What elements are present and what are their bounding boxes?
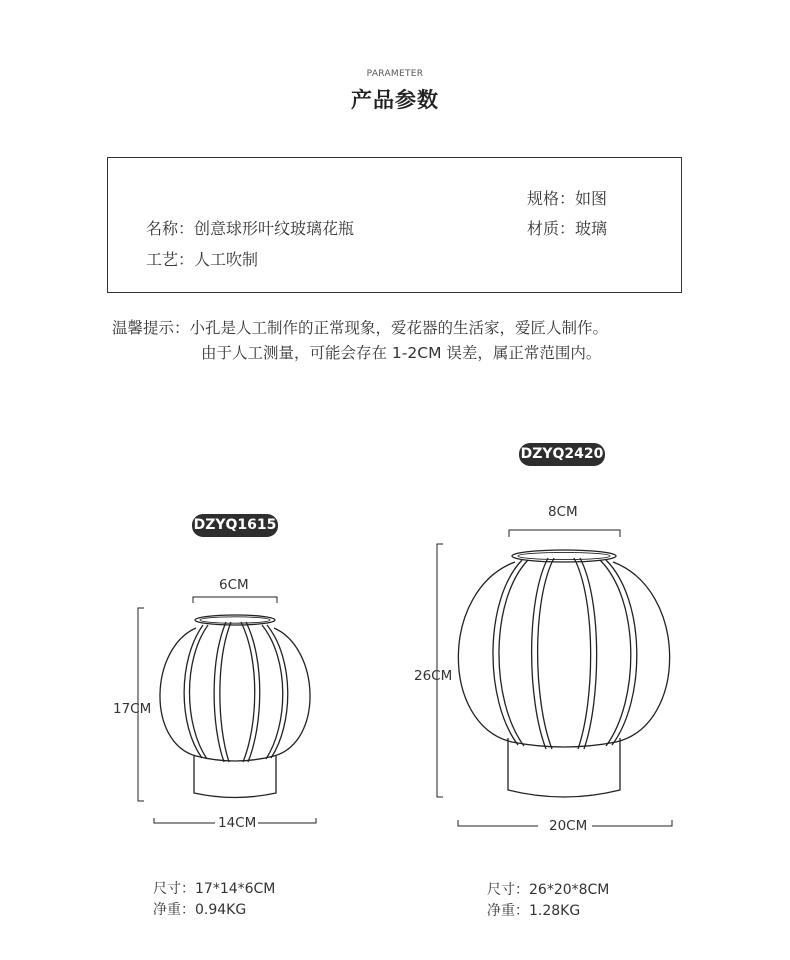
param-spec: 规格：如图 — [527, 189, 608, 208]
large-vase-dimension-lines — [437, 530, 672, 826]
height-dimension-label: 17CM — [113, 701, 152, 717]
mouth-dimension-label: 6CM — [219, 577, 249, 593]
large-vase-illustration — [458, 550, 669, 797]
size-spec: 尺寸：17*14*6CM — [153, 881, 276, 897]
height-dimension-label: 26CM — [414, 668, 453, 684]
tip-line-2: 由于人工测量，可能会存在 1-2CM 误差，属正常范围内。 — [201, 344, 602, 362]
weight-spec: 净重：1.28KG — [487, 903, 581, 919]
width-dimension-label: 14CM — [218, 815, 257, 831]
param-name: 名称：创意球形叶纹玻璃花瓶 — [146, 219, 355, 238]
param-material: 材质：玻璃 — [527, 219, 608, 238]
width-dimension-label: 20CM — [549, 818, 588, 834]
tip-line-1: 温馨提示：小孔是人工制作的正常现象，爱花器的生活家，爱匠人制作。 — [112, 319, 609, 337]
section-title: 产品参数 — [351, 88, 439, 112]
size-spec: 尺寸：26*20*8CM — [487, 882, 610, 898]
model-badge: DZYQ2420 — [519, 443, 605, 466]
mouth-dimension-label: 8CM — [548, 504, 578, 520]
weight-spec: 净重：0.94KG — [153, 902, 247, 918]
small-vase-illustration — [160, 615, 310, 798]
small-vase-dimension-lines — [138, 597, 316, 823]
model-badge: DZYQ1615 — [192, 514, 278, 537]
section-subtitle: PARAMETER — [366, 69, 424, 79]
param-craft: 工艺：人工吹制 — [146, 250, 259, 269]
